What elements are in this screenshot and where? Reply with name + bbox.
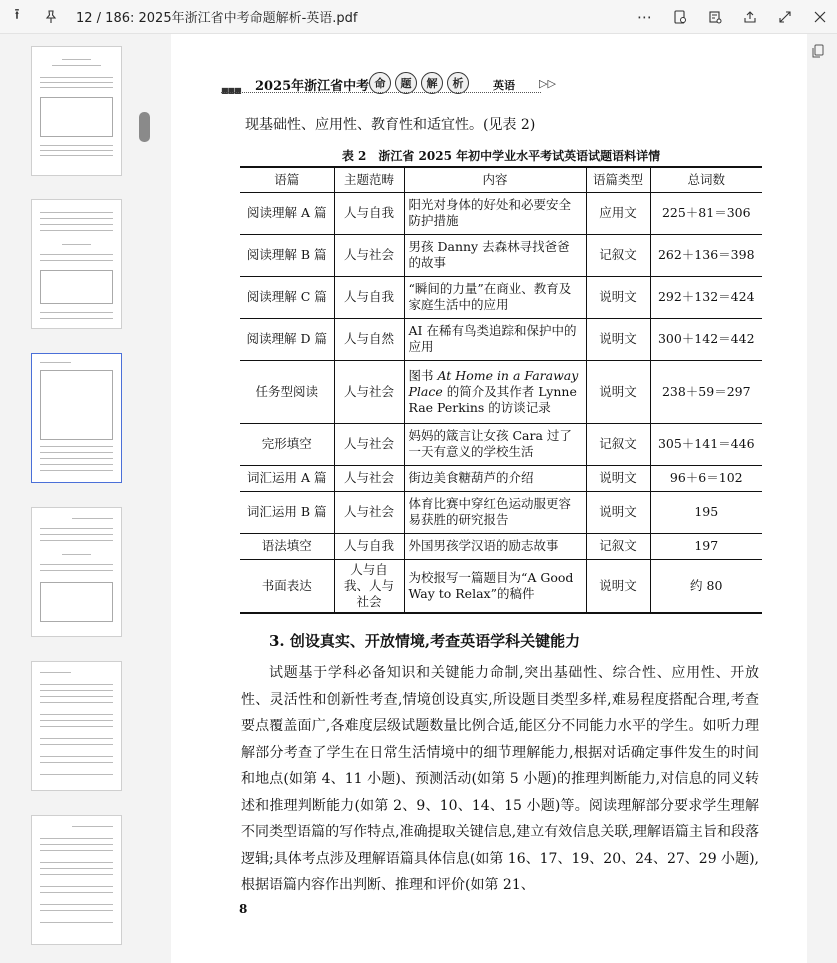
table-row: [240, 276, 762, 318]
pin-icon[interactable]: [34, 0, 68, 34]
cell-passage: 语法填空: [240, 533, 334, 559]
table-row: [240, 533, 762, 559]
body-paragraph: 试题基于学科必备知识和关键能力命制,突出基础性、综合性、应用性、开放性、灵活性和创新性考查,情境创设真实,所设题目类型多样,难易程度搭配合理,考查要点覆盖面广,各难度层级试题数量比例合适,能区分不同能力水平的学生。如听力理解部分考查了学生在日常生活情境中的细节理解能力,根据对话确定事件发生的时间和地点(如第 4、11 小题)、预测活动(如第 5 小题)的推理判断能力,对信息的同义转述和推理判断能力(如第 2、9、10、14、15 小题)等。阅读理解部分要求学生理解不同类型语篇的写作特点,准确提取关键信息,建立有效信息关联,理解语篇主旨和段落逻辑;具体考点涉及理解语篇具体信息(如第 16、17、19、20、24、27、29 小题),根据语篇内容作出判断、推理和评价(如第 21、: [241, 665, 759, 893]
cell-type: 记叙文: [586, 234, 650, 276]
intro-text: 现基础性、应用性、教育性和适宜性。(见表 2): [245, 117, 536, 133]
table-row: [240, 360, 762, 423]
thumbnail-sidebar: [0, 34, 171, 963]
content-text: 图书: [408, 367, 438, 383]
cell-type: 说明文: [586, 276, 650, 318]
cell-content: [404, 360, 586, 423]
header-seal: 析: [447, 72, 469, 94]
cell-theme: 人与自我: [334, 276, 404, 318]
sidebar-toggle-icon[interactable]: ⭱: [14, 5, 20, 23]
cell-passage: 任务型阅读: [240, 360, 334, 423]
cell-words: 195: [650, 491, 762, 533]
header-rule: [221, 92, 541, 93]
right-gutter: [807, 34, 837, 963]
header-seal: 解: [421, 72, 443, 94]
table-row: [240, 318, 762, 360]
cell-type: 说明文: [586, 465, 650, 491]
document-title: 12 / 186: 2025年浙江省中考命题解析-英语.pdf: [76, 11, 358, 26]
cell-content: 外国男孩学汉语的励志故事: [404, 533, 586, 559]
header-seal: 命: [369, 72, 391, 94]
book-title: At Home in a Faraway Place: [408, 367, 579, 399]
cell-theme: 人与自我: [334, 192, 404, 234]
corpus-table: [240, 166, 762, 614]
cell-passage: 阅读理解 C 篇: [240, 276, 334, 318]
column-header: 语篇: [240, 167, 334, 192]
page-thumbnail[interactable]: [31, 46, 122, 176]
pdf-page: [171, 34, 807, 963]
print-options-icon[interactable]: [697, 0, 732, 34]
table-row: [240, 559, 762, 613]
header-arrow-icon: ▷▷: [539, 77, 556, 90]
content-text: 的简介及其作者 Lynne Rae Perkins 的访谈记录: [408, 383, 577, 415]
cell-content: 妈妈的箴言让女孩 Cara 过了一天有意义的学校生活: [404, 423, 586, 465]
cell-words: 197: [650, 533, 762, 559]
page-thumbnail[interactable]: [31, 507, 122, 637]
table-caption: 表 2 浙江省 2025 年初中学业水平考试英语试题语料详情: [341, 149, 661, 163]
read-aloud-icon[interactable]: [662, 0, 697, 34]
header-dots: ■■■: [221, 86, 241, 95]
cell-theme: 人与社会: [334, 423, 404, 465]
cell-theme: 人与自我: [334, 533, 404, 559]
cell-passage: 完形填空: [240, 423, 334, 465]
copy-icon[interactable]: [812, 44, 824, 58]
sidebar-scrollbar[interactable]: [139, 112, 150, 142]
page-thumbnail[interactable]: [31, 199, 122, 329]
cell-type: 记叙文: [586, 423, 650, 465]
cell-words: 300＋142＝442: [650, 318, 762, 360]
section-heading: 3. 创设真实、开放情境,考查英语学科关键能力: [269, 632, 581, 650]
cell-theme: 人与自我、人与社会: [334, 559, 404, 613]
page-thumbnail-current[interactable]: [31, 353, 122, 483]
header-seal: 题: [395, 72, 417, 94]
table-row: [240, 491, 762, 533]
cell-theme: 人与社会: [334, 234, 404, 276]
cell-passage: 阅读理解 A 篇: [240, 192, 334, 234]
cell-passage: 词汇运用 B 篇: [240, 491, 334, 533]
cell-type: 说明文: [586, 559, 650, 613]
title-bar: [0, 0, 837, 34]
cell-passage: 书面表达: [240, 559, 334, 613]
column-header: 总词数: [650, 167, 762, 192]
page-thumbnail[interactable]: [31, 815, 122, 945]
cell-words: 225＋81＝306: [650, 192, 762, 234]
table-row: [240, 234, 762, 276]
cell-passage: 词汇运用 A 篇: [240, 465, 334, 491]
cell-theme: 人与社会: [334, 491, 404, 533]
table-row: [240, 192, 762, 234]
column-header: 内容: [404, 167, 586, 192]
cell-type: 应用文: [586, 192, 650, 234]
table-header-row: [240, 167, 762, 192]
more-options-icon[interactable]: ⋯: [637, 8, 652, 26]
cell-type: 记叙文: [586, 533, 650, 559]
cell-theme: 人与社会: [334, 465, 404, 491]
cell-content: 为校报写一篇题目为“A Good Way to Relax”的稿件: [404, 559, 586, 613]
running-header: [221, 72, 561, 96]
table-row: [240, 465, 762, 491]
cell-type: 说明文: [586, 318, 650, 360]
cell-content: 阳光对身体的好处和必要安全防护措施: [404, 192, 586, 234]
cell-content: AI 在稀有鸟类追踪和保护中的应用: [404, 318, 586, 360]
cell-theme: 人与社会: [334, 360, 404, 423]
expand-icon[interactable]: [767, 0, 802, 34]
cell-words: 305＋141＝446: [650, 423, 762, 465]
cell-words: 292＋132＝424: [650, 276, 762, 318]
header-title: 2025年浙江省中考: [255, 79, 370, 94]
close-icon[interactable]: [802, 0, 837, 34]
page-thumbnail[interactable]: [31, 661, 122, 791]
page-number: 8: [239, 902, 248, 916]
cell-words: 262＋136＝398: [650, 234, 762, 276]
header-subject: 英语: [493, 79, 515, 92]
column-header: 语篇类型: [586, 167, 650, 192]
cell-passage: 阅读理解 D 篇: [240, 318, 334, 360]
cell-passage: 阅读理解 B 篇: [240, 234, 334, 276]
cell-content: 男孩 Danny 去森林寻找爸爸的故事: [404, 234, 586, 276]
cell-words: 约 80: [650, 559, 762, 613]
cell-type: 说明文: [586, 491, 650, 533]
cell-theme: 人与自然: [334, 318, 404, 360]
cell-words: 238＋59＝297: [650, 360, 762, 423]
share-icon[interactable]: [732, 0, 767, 34]
cell-content: 体育比赛中穿红色运动服更容易获胜的研究报告: [404, 491, 586, 533]
cell-type: 说明文: [586, 360, 650, 423]
cell-content: “瞬间的力量”在商业、教育及家庭生活中的应用: [404, 276, 586, 318]
cell-content: 街边美食糖葫芦的介绍: [404, 465, 586, 491]
column-header: 主题范畴: [334, 167, 404, 192]
cell-words: 96＋6＝102: [650, 465, 762, 491]
table-row: [240, 423, 762, 465]
